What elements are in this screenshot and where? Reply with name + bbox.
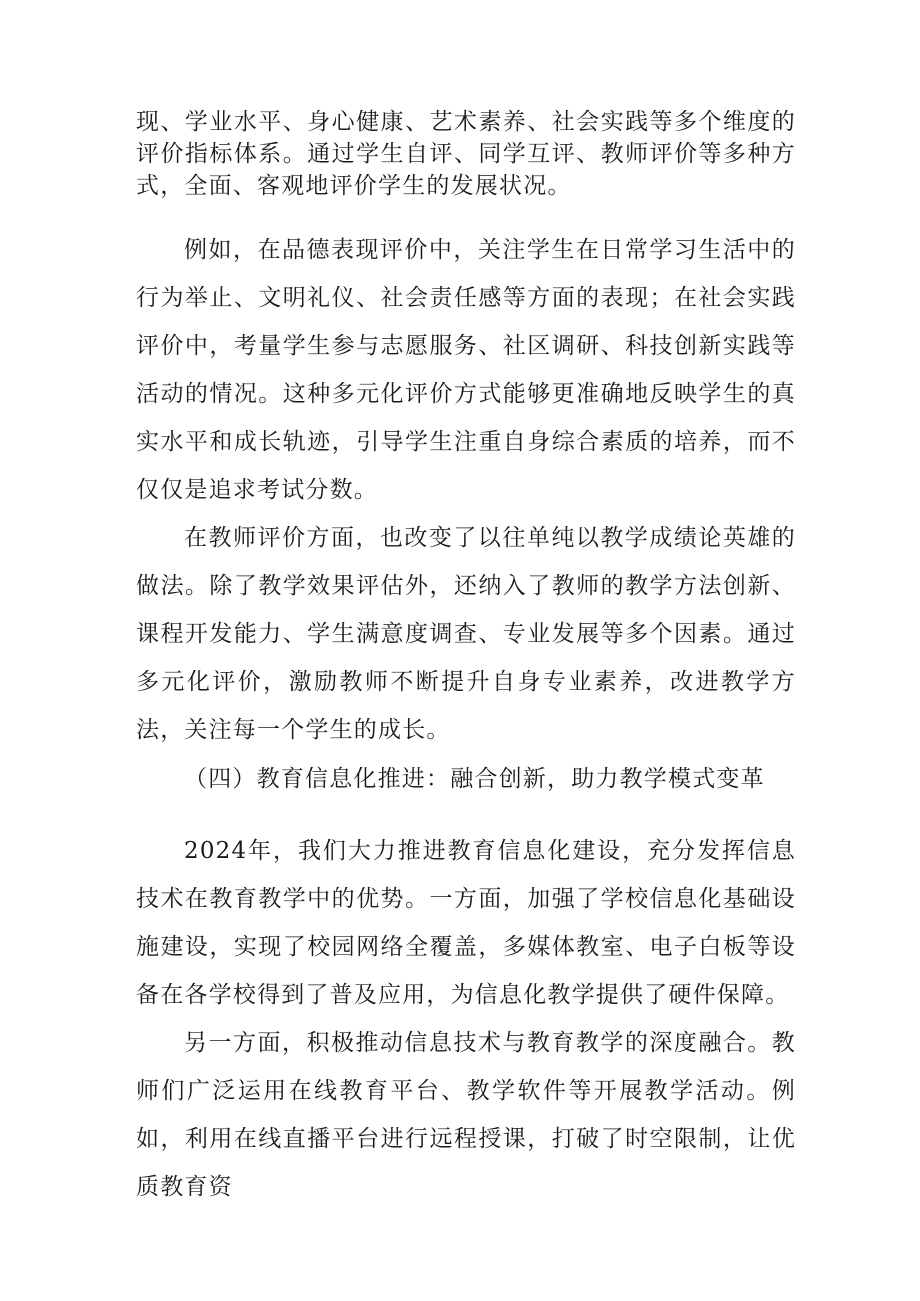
- paragraph-technology-integration: 另一方面，积极推动信息技术与教育教学的深度融合。教师们广泛运用在线教育平台、教学软件等开展教学活动。例如，利用在线直播平台进行远程授课，打破了时空限制，让优质教育资: [136, 1030, 796, 1200]
- paragraph-student-evaluation-example: 例如，在品德表现评价中，关注学生在日常学习生活中的行为举止、文明礼仪、社会责任感等方面的表现；在社会实践评价中，考量学生参与志愿服务、社区调研、科技创新实践等活动的情况。这种多元化评价方式能够更准确地反映学生的真实水平和成长轨迹，引导学生注重自身综合素质的培养，而不仅仅是追求考试分数。: [136, 237, 796, 503]
- section-heading: （四）教育信息化推进：融合创新，助力教学模式变革: [184, 766, 765, 792]
- paragraph-evaluation-system: 现、学业水平、身心健康、艺术素养、社会实践等多个维度的评价指标体系。通过学生自评、同学互评、教师评价等多种方式，全面、客观地评价学生的发展状况。: [136, 109, 796, 199]
- paragraph-informatization-2024: 2024年，我们大力推进教育信息化建设，充分发挥信息技术在教育教学中的优势。一方面，加强了学校信息化基础设施建设，实现了校园网络全覆盖，多媒体教室、电子白板等设备在各学校得到了普及应用，为信息化教学提供了硬件保障。: [136, 838, 796, 1008]
- paragraph-teacher-evaluation: 在教师评价方面，也改变了以往单纯以教学成绩论英雄的做法。除了教学效果评估外，还纳入了教师的教学方法创新、课程开发能力、学生满意度调查、专业发展等多个因素。通过多元化评价，激励教师不断提升自身专业素养，改进教学方法，关注每一个学生的成长。: [136, 525, 796, 743]
